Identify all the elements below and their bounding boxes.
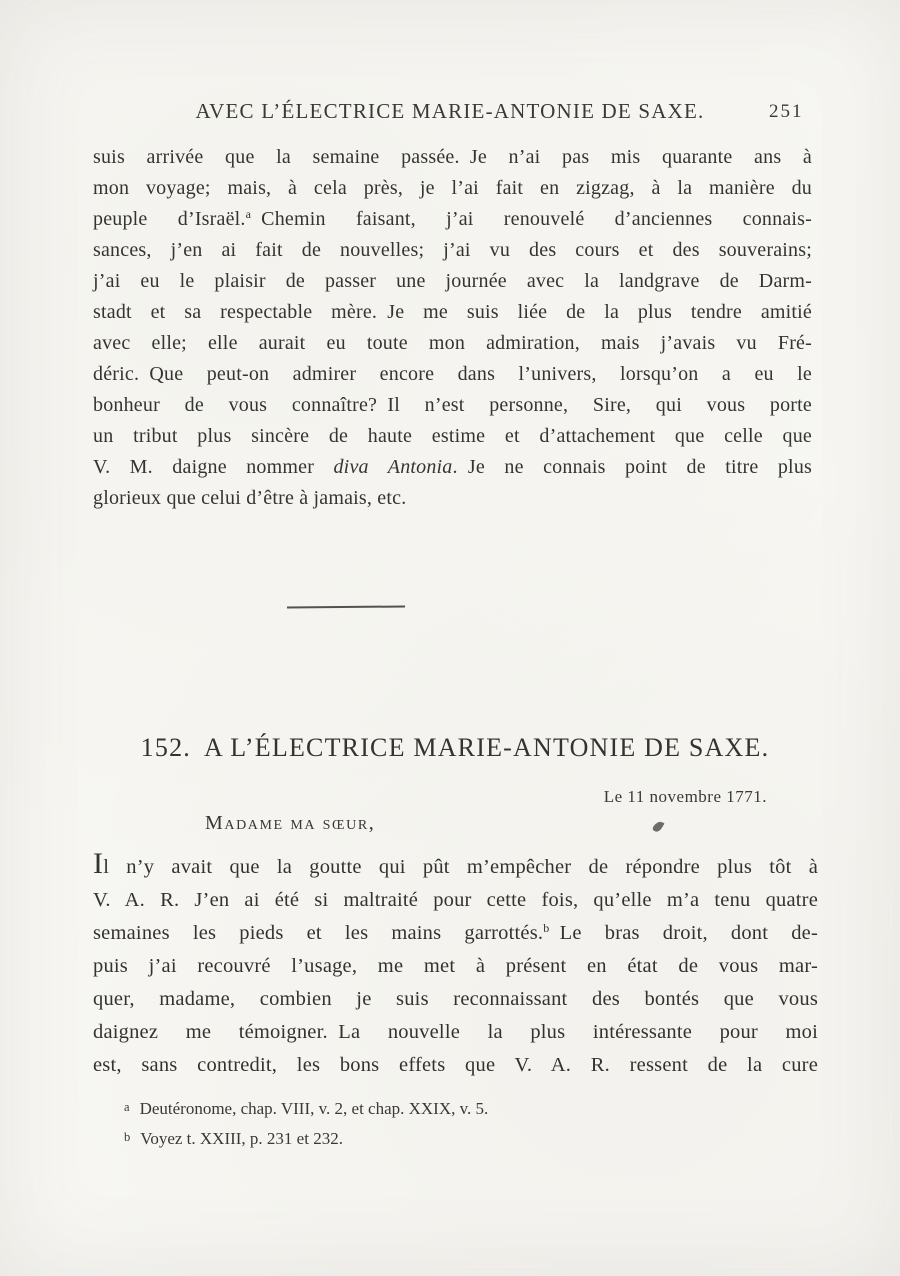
letter-152-heading [90, 733, 820, 763]
text-line [93, 847, 818, 884]
text-line: V. A. R. J’en ai été si maltraité pour cette fois, qu’elle m’a tenu quatre [93, 889, 818, 911]
letter-number: 152. [140, 733, 191, 762]
text-line: avec elle; elle aurait eu toute mon admiration, mais j’avais vu Fré- [93, 332, 812, 354]
text-line: suis arrivée que la semaine passée. Je n’ai pas mis quarante ans à [93, 146, 812, 168]
letter-152-body-paragraph [93, 847, 819, 1082]
text-line: un tribut plus sincère de haute estime et d’attachement que celle que [93, 425, 812, 447]
text-line: bonheur de vous connaître? Il n’est personne, Sire, qui vous porte [93, 394, 812, 416]
text-segment: peuple d’Israël. [93, 208, 246, 230]
letter-title: A L’ÉLECTRICE MARIE-ANTONIE DE SAXE. [203, 733, 770, 762]
text-segment: V. M. daigne nommer [93, 456, 334, 478]
footnote-marker-a: a [124, 1100, 130, 1114]
text-line: déric. Que peut-on admirer encore dans l’univers, lorsqu’on a eu le [93, 363, 812, 385]
text-line: stadt et sa respectable mère. Je me suis liée de la plus tendre amitié [93, 301, 812, 323]
text-line: glorieux que celui d’être à jamais, etc. [93, 487, 407, 509]
footnotes [124, 1093, 684, 1153]
text-line: quer, madame, combien je suis reconnaissant des bontés que vous [93, 988, 818, 1010]
ink-blot-mark [651, 820, 664, 833]
footnote-ref-a: a [245, 207, 251, 221]
initial-capital: I [93, 847, 104, 880]
footnote-b [124, 1123, 684, 1153]
section-divider [287, 605, 405, 608]
running-header-title: AVEC L’ÉLECTRICE MARIE-ANTONIE DE SAXE. [195, 99, 705, 123]
footnote-ref-b: b [543, 921, 550, 935]
text-segment: Le bras droit, dont de- [549, 922, 819, 944]
text-line [93, 917, 818, 950]
text-segment: . Je ne connais point de titre plus [452, 456, 812, 478]
text-segment: l n’y avait que la goutte qui pût m’empêcher de répondre plus tôt à [103, 856, 818, 878]
footnote-text: Deutéronome, chap. VIII, v. 2, et chap. XXIX, v. 5. [139, 1099, 489, 1118]
italic-phrase: diva Antonia [333, 456, 453, 478]
text-line: daignez me témoigner. La nouvelle la plus intéressante pour moi [93, 1021, 818, 1043]
text-segment: semaines les pieds et les mains garrottés. [93, 922, 544, 944]
text-line: mon voyage; mais, à cela près, je l’ai fait en zigzag, à la manière du [93, 177, 812, 199]
text-line: est, sans contredit, les bons effets que V. A. R. ressent de la cure [93, 1054, 818, 1076]
text-segment: Chemin faisant, j’ai renouvelé d’anciennes connais- [250, 208, 812, 230]
page-number: 251 [769, 101, 804, 122]
text-line: sances, j’en ai fait de nouvelles; j’ai vu des cours et des souverains; [93, 239, 812, 261]
dateline: Le 11 novembre 1771. [603, 787, 767, 806]
footnote-a [124, 1093, 684, 1123]
text-line: j’ai eu le plaisir de passer une journée avec la landgrave de Darm- [93, 270, 812, 292]
footnote-text: Voyez t. XXIII, p. 231 et 232. [140, 1129, 343, 1148]
letter-151-continuation-paragraph [93, 142, 812, 514]
text-line: puis j’ai recouvré l’usage, me met à présent en état de vous mar- [93, 955, 818, 977]
footnote-marker-b: b [124, 1130, 131, 1144]
salutation: Madame ma sœur, [205, 812, 376, 834]
text-line [93, 204, 812, 235]
text-line [93, 452, 812, 483]
